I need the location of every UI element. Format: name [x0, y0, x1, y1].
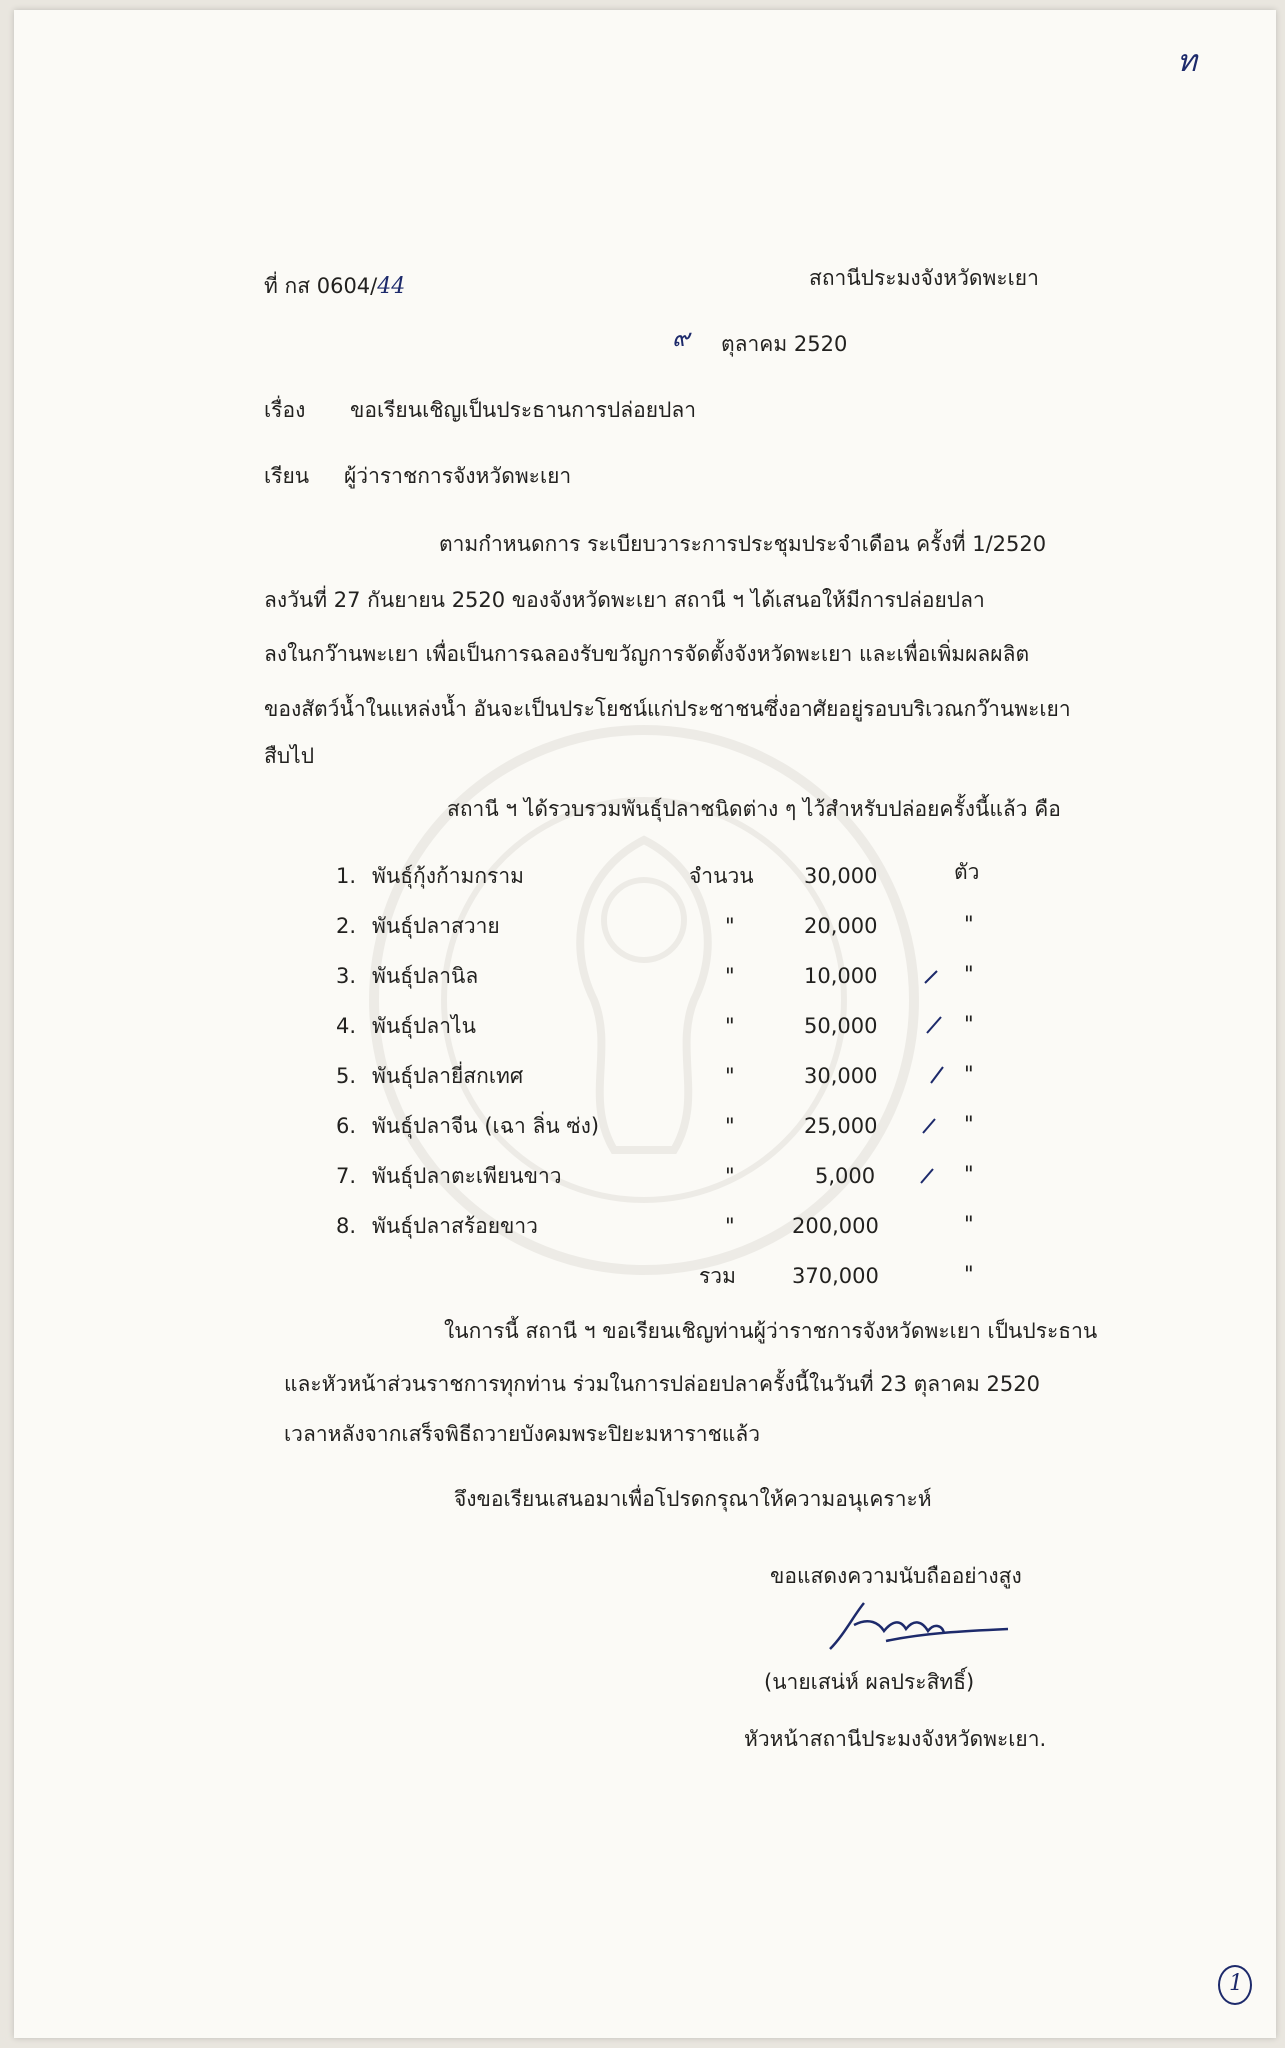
- list-intro: สถานี ฯ ได้รวบรวมพันธุ์ปลาชนิดต่าง ๆ ไว้สำหรับปล่อยครั้งนี้แล้ว คือ: [447, 797, 1061, 821]
- fish-row-amount: 200,000: [792, 1214, 879, 1238]
- page-marker: ท: [1177, 44, 1197, 79]
- fish-row-unit: ตัว: [954, 860, 980, 884]
- date-day: ๙: [672, 324, 690, 352]
- fish-row-number: 1.: [336, 864, 357, 888]
- fish-row-unit: ": [964, 1112, 974, 1136]
- fish-row-number: 2.: [336, 914, 357, 938]
- fish-row-number: 8.: [336, 1214, 357, 1238]
- fish-row-unit: ": [964, 1012, 974, 1036]
- fish-row-qty-label: ": [725, 1214, 735, 1238]
- page-number-circle: [1218, 1965, 1252, 2005]
- fish-row-number: 5.: [336, 1064, 357, 1088]
- fish-row-name: พันธุ์ปลาจีน (เฉา ลิ่น ซ่ง): [372, 1114, 600, 1138]
- check-marks: [919, 955, 959, 1215]
- fish-row-name: พันธุ์ปลานิล: [372, 964, 479, 988]
- recipient-text: ผู้ว่าราชการจังหวัดพะเยา: [344, 464, 572, 488]
- fish-row-number: 4.: [336, 1014, 357, 1038]
- fish-row-unit: ": [964, 962, 974, 986]
- date-month-year: ตุลาคม 2520: [721, 332, 848, 356]
- paragraph2-line: และหัวหน้าส่วนราชการทุกท่าน ร่วมในการปล่อยปลาครั้งนี้ในวันที่ 23 ตุลาคม 2520: [284, 1372, 1040, 1396]
- fish-row-name: พันธุ์ปลาไน: [372, 1014, 476, 1038]
- fish-row-amount: 5,000: [815, 1164, 876, 1188]
- paragraph1-line: ลงวันที่ 27 กันยายน 2520 ของจังหวัดพะเยา สถานี ฯ ได้เสนอให้มีการปล่อยปลา: [264, 588, 985, 612]
- sender-office: สถานีประมงจังหวัดพะเยา: [809, 266, 1039, 290]
- fish-row-unit: ": [964, 1062, 974, 1086]
- fish-row-number: 3.: [336, 964, 357, 988]
- fish-row-amount: 10,000: [804, 964, 878, 988]
- recipient-label: เรียน: [264, 464, 310, 488]
- fish-row-name: พันธุ์ปลายี่สกเทศ: [372, 1064, 524, 1088]
- fish-row-name: พันธุ์ปลาสวาย: [372, 914, 500, 938]
- paragraph2-line: ในการนี้ สถานี ฯ ขอเรียนเชิญท่านผู้ว่าราชการจังหวัดพะเยา เป็นประธาน: [444, 1319, 1098, 1343]
- fish-row-name: พันธุ์ปลาตะเพียนขาว: [372, 1164, 562, 1188]
- fish-row-amount: 30,000: [804, 1064, 878, 1088]
- signer-name: (นายเสน่ห์ ผลประสิทธิ์): [764, 1670, 975, 1694]
- paragraph3: จึงขอเรียนเสนอมาเพื่อโปรดกรุณาให้ความอนุเคราะห์: [454, 1487, 932, 1511]
- fish-row-qty-label: ": [725, 1114, 735, 1138]
- total-label: รวม: [699, 1264, 736, 1288]
- page-number: 1: [1229, 1971, 1243, 1996]
- fish-row-name: พันธุ์กุ้งก้ามกราม: [372, 864, 524, 888]
- fish-row-qty-label: ": [725, 914, 735, 938]
- document-number-prefix: ที่ กส 0604/: [264, 274, 378, 298]
- fish-row-qty-label: จำนวน: [689, 864, 754, 888]
- fish-row-unit: ": [964, 912, 974, 936]
- total-unit: ": [964, 1262, 974, 1286]
- fish-row-unit: ": [964, 1162, 974, 1186]
- document-number-hand: 44: [377, 274, 406, 299]
- fish-row-amount: 25,000: [804, 1114, 878, 1138]
- fish-row-number: 7.: [336, 1164, 357, 1188]
- fish-row-qty-label: ": [725, 1064, 735, 1088]
- seal-watermark: [344, 700, 944, 1300]
- document-page: [14, 10, 1276, 2038]
- fish-row-qty-label: ": [725, 1014, 735, 1038]
- fish-row-amount: 20,000: [804, 914, 878, 938]
- fish-row-name: พันธุ์ปลาสร้อยขาว: [372, 1214, 538, 1238]
- subject-label: เรื่อง: [264, 398, 306, 422]
- fish-row-qty-label: ": [725, 1164, 735, 1188]
- fish-row-amount: 50,000: [804, 1014, 878, 1038]
- fish-row-amount: 30,000: [804, 864, 878, 888]
- fish-row-qty-label: ": [725, 964, 735, 988]
- subject-text: ขอเรียนเชิญเป็นประธานการปล่อยปลา: [350, 398, 697, 422]
- paragraph1-line: ตามกำหนดการ ระเบียบวาระการประชุมประจำเดือน ครั้งที่ 1/2520: [439, 532, 1047, 556]
- document-number: [264, 272, 405, 301]
- paragraph1-line: สืบไป: [264, 744, 315, 768]
- paragraph2-line: เวลาหลังจากเสร็จพิธีถวายบังคมพระปิยะมหาราชแล้ว: [284, 1422, 761, 1446]
- total-amount: 370,000: [792, 1264, 879, 1288]
- fish-row-number: 6.: [336, 1114, 357, 1138]
- fish-row-unit: ": [964, 1212, 974, 1236]
- paragraph1-line: ของสัตว์น้ำในแหล่งน้ำ อันจะเป็นประโยชน์แก่ประชาชนซึ่งอาศัยอยู่รอบบริเวณกว๊านพะเยา: [264, 697, 1071, 721]
- paragraph1-line: ลงในกว๊านพะเยา เพื่อเป็นการฉลองรับขวัญการจัดตั้งจังหวัดพะเยา และเพื่อเพิ่มผลผลิต: [264, 642, 1030, 666]
- signer-title: หัวหน้าสถานีประมงจังหวัดพะเยา.: [744, 1727, 1047, 1751]
- signature: [824, 1595, 1014, 1655]
- closing: ขอแสดงความนับถืออย่างสูง: [770, 1564, 1022, 1588]
